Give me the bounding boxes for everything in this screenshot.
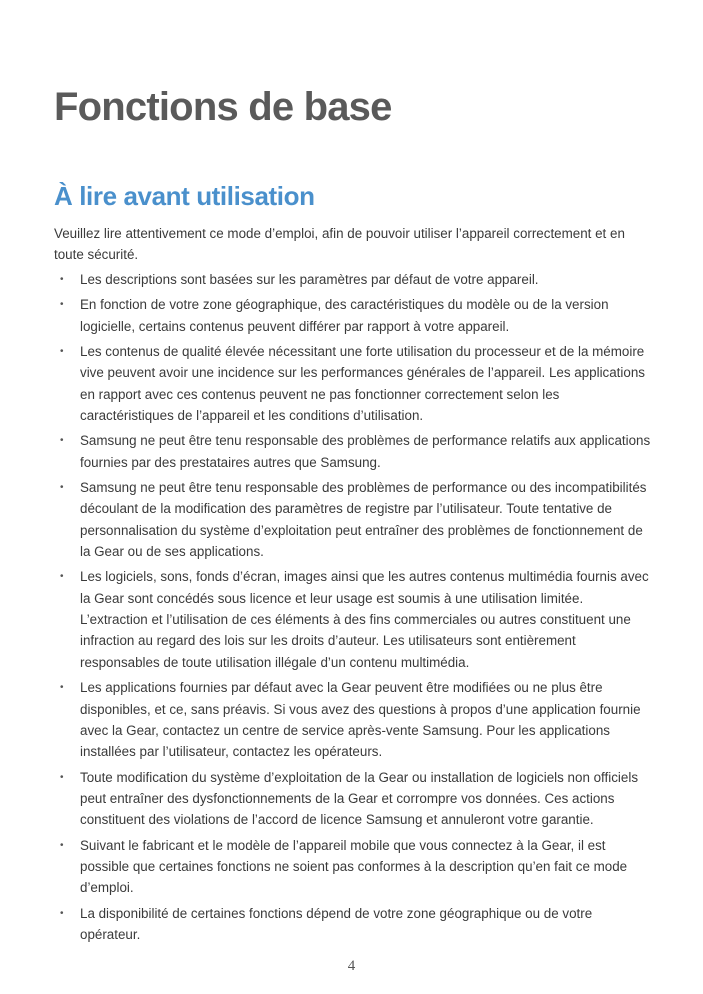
list-item-text: En fonction de votre zone géographique, des caractéristiques du modèle ou de la version logicielle, certains contenus peuvent différer par rapport à votre appareil. [80,297,609,334]
list-item [54,269,654,290]
list-item [54,903,654,946]
bullet-icon: • [60,435,64,447]
bullet-icon: • [60,481,64,493]
bullet-icon: • [60,571,64,583]
bullet-icon: • [60,274,64,285]
list-item [54,477,654,563]
bullet-list [54,269,654,949]
list-item [54,341,654,427]
bullet-icon: • [60,771,64,783]
bullet-icon: • [60,839,64,851]
list-item-text: Les logiciels, sons, fonds d’écran, images ainsi que les autres contenus multimédia fournis avec la Gear sont concédés sous licence et leur usage est soumis à une utilisation limitée. L’extraction et l’utilisation de ces éléments à des fins commerciales ou autres constituent une infraction au regard des lois sur les droits d’auteur. Les utilisateurs sont entièrement responsables de toute utilisation illégale d’un contenu multimédia. [80,569,649,670]
intro-paragraph: Veuillez lire attentivement ce mode d’emploi, afin de pouvoir utiliser l’appareil correctement et en toute sécurité. [54,226,625,262]
list-item [54,294,654,337]
list-item-text: Suivant le fabricant et le modèle de l’appareil mobile que vous connectez à la Gear, il est possible que certaines fonctions ne soient pas conformes à la description qu’en fait ce mode d’emploi. [80,837,628,896]
list-item-text: Samsung ne peut être tenu responsable des problèmes de performance ou des incompatibilités découlant de la modification des paramètres de registre par l’utilisateur. Toute tentative de personnalisation du système d’exploitation peut entraîner des problèmes de fonctionnement de la Gear ou de ses applications. [80,479,647,560]
section-title: À lire avant utilisation [54,181,315,211]
bullet-icon: • [60,345,64,357]
page-number: 4 [347,958,356,974]
list-item-text: Toute modification du système d’exploitation de la Gear ou installation de logiciels non officiels peut entraîner des dysfonctionnements de la Gear et corrompre vos données. Ces actions constituent des violations de l’accord de licence Samsung et annuleront votre garantie. [80,769,639,828]
list-item-text: Samsung ne peut être tenu responsable des problèmes de performance relatifs aux applications fournies par des prestataires autres que Samsung. [80,433,651,470]
bullet-icon: • [60,907,64,919]
list-item-text: Les contenus de qualité élevée nécessitant une forte utilisation du processeur et de la mémoire vive peuvent avoir une incidence sur les performances générales de l’appareil. Les applications en rapport avec ces contenus peuvent ne pas fonctionner correctement selon les caractéristiques de l’appareil et les conditions d’utilisation. [80,343,645,424]
list-item [54,430,654,473]
list-item [54,835,654,899]
list-item [54,566,654,673]
list-item-text: La disponibilité de certaines fonctions dépend de votre zone géographique ou de votre opérateur. [80,905,593,942]
page-title: Fonctions de base [54,85,392,129]
list-item-text: Les descriptions sont basées sur les paramètres par défaut de votre appareil. [80,272,539,287]
list-item [54,677,654,763]
list-item [54,767,654,831]
bullet-icon: • [60,299,64,311]
bullet-icon: • [60,682,64,694]
list-item-text: Les applications fournies par défaut avec la Gear peuvent être modifiées ou ne plus être disponibles, et ce, sans préavis. Si vous avez des questions à propos d’une application fournie avec la Gear, contactez un centre de service après-vente Samsung. Pour les applications installées par l’utilisateur, contactez les opérateurs. [80,680,641,760]
